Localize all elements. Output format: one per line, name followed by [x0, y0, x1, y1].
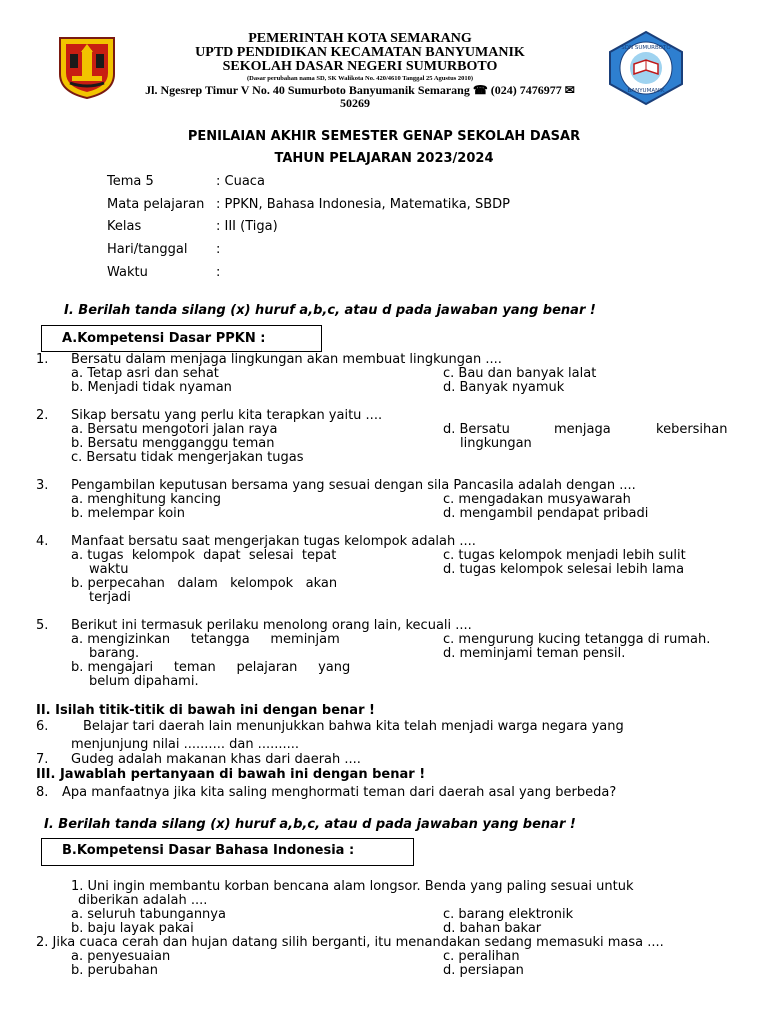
bi-q1-text: 1. Uni ingin membantu korban bencana alam longsor. Benda yang paling sesuai untuk	[71, 879, 634, 894]
field-value-tema: : Cuaca	[216, 174, 265, 189]
header-postcode: 50269	[340, 96, 370, 110]
field-value-hari: :	[216, 242, 221, 257]
section3-heading: III. Jawablah pertanyaan di bawah ini dengan benar !	[36, 767, 426, 782]
q5-option-b-cont: belum dipahami.	[89, 674, 199, 689]
field-label-hari: Hari/tanggal	[107, 242, 188, 257]
section4-box-label: B.Kompetensi Dasar Bahasa Indonesia :	[62, 843, 355, 858]
field-label-waktu: Waktu	[107, 265, 148, 280]
field-label-tema: Tema 5	[107, 174, 154, 189]
field-value-waktu: :	[216, 265, 221, 280]
bi-q1-option-a: a. seluruh tabungannya	[71, 907, 226, 922]
exam-title: PENILAIAN AKHIR SEMESTER GENAP SEKOLAH DASAR	[187, 129, 581, 144]
q3-option-d: d. mengambil pendapat pribadi	[443, 506, 649, 521]
bi-q1-text-cont: diberikan adalah ....	[78, 893, 208, 908]
city-emblem-logo	[58, 36, 116, 100]
school-logo	[606, 30, 686, 106]
q4-option-b-cont: terjadi	[89, 590, 131, 605]
q5-option-a: a. mengizinkan tetangga meminjam	[71, 632, 340, 647]
q5-option-d: d. meminjami teman pensil.	[443, 646, 626, 661]
field-label-mapel: Mata pelajaran	[107, 197, 205, 212]
section1-box-label: A.Kompetensi Dasar PPKN :	[62, 331, 266, 346]
q2-option-b: b. Bersatu mengganggu teman	[71, 436, 275, 451]
header-address: Jl. Ngesrep Timur V No. 40 Sumurboto Banyumanik Semarang ☎ (024) 7476977 ✉	[145, 83, 575, 97]
q7-text: Gudeg adalah makanan khas dari daerah ....	[71, 752, 361, 767]
header-line-2: UPTD PENDIDIKAN KECAMATAN BANYUMANIK	[195, 45, 525, 60]
bi-q2-option-d: d. persiapan	[443, 963, 524, 978]
q6-number: 6.	[36, 719, 49, 734]
q8-text: Apa manfaatnya jika kita saling menghormati teman dari daerah asal yang berbeda?	[62, 785, 617, 800]
q6-text-cont: menjunjung nilai .......... dan ..........	[71, 737, 300, 752]
header-note: (Dasar perubahan nama SD, SK Walikota No. 420/4610 Tanggal 25 Agustus 2010)	[246, 75, 474, 82]
q2-option-d-word1: d. Bersatu	[443, 422, 510, 437]
q4-option-a-cont: waktu	[89, 562, 129, 577]
q1-option-d: d. Banyak nyamuk	[443, 380, 565, 395]
exam-year: TAHUN PELAJARAN 2023/2024	[274, 151, 494, 166]
section4-instruction: I. Berilah tanda silang (x) huruf a,b,c, atau d pada jawaban yang benar !	[44, 817, 576, 832]
header-line-3: SEKOLAH DASAR NEGERI SUMURBOTO	[222, 59, 498, 74]
q2-text: Sikap bersatu yang perlu kita terapkan yaitu ....	[71, 408, 383, 423]
q5-option-a-cont: barang.	[89, 646, 140, 661]
q3-number: 3.	[36, 478, 49, 493]
q2-option-d-word3: kebersihan	[656, 422, 728, 437]
q2-option-d-word2: menjaga	[554, 422, 611, 437]
q2-option-a: a. Bersatu mengotori jalan raya	[71, 422, 278, 437]
q5-option-c: c. mengurung kucing tetangga di rumah.	[443, 632, 711, 647]
header-line-1: PEMERINTAH KOTA SEMARANG	[248, 31, 472, 46]
bi-q1-option-c: c. barang elektronik	[443, 907, 574, 922]
q3-option-c: c. mengadakan musyawarah	[443, 492, 631, 507]
q4-option-d: d. tugas kelompok selesai lebih lama	[443, 562, 685, 577]
q5-text: Berikut ini termasuk perilaku menolong orang lain, kecuali ....	[71, 618, 472, 633]
q3-option-b: b. melempar koin	[71, 506, 186, 521]
q3-option-a: a. menghitung kancing	[71, 492, 221, 507]
section1-instruction: I. Berilah tanda silang (x) huruf a,b,c, atau d pada jawaban yang benar !	[64, 303, 596, 318]
q5-number: 5.	[36, 618, 49, 633]
bi-q2-text: 2. Jika cuaca cerah dan hujan datang silih berganti, itu menandakan sedang memasuki masa ....	[36, 935, 664, 950]
q4-option-a: a. tugas kelompok dapat selesai tepat	[71, 548, 337, 563]
school-logo-bottom-text: BANYUMANIK	[627, 88, 665, 94]
field-value-mapel: : PPKN, Bahasa Indonesia, Matematika, SBDP	[216, 197, 510, 212]
q4-option-b: b. perpecahan dalam kelompok akan	[71, 576, 338, 591]
bi-q2-option-a: a. penyesuaian	[71, 949, 171, 964]
school-logo-top-text: SDN SUMURBOTO	[621, 45, 671, 51]
bi-q2-option-b: b. perubahan	[71, 963, 159, 978]
section2-heading: II. Isilah titik-titik di bawah ini dengan benar !	[36, 703, 375, 718]
field-value-kelas: : III (Tiga)	[216, 219, 278, 234]
q2-option-c: c. Bersatu tidak mengerjakan tugas	[71, 450, 304, 465]
q6-text: Belajar tari daerah lain menunjukkan bahwa kita telah menjadi warga negara yang	[83, 719, 624, 734]
q8-number: 8.	[36, 785, 49, 800]
q3-text: Pengambilan keputusan bersama yang sesuai dengan sila Pancasila adalah dengan ....	[71, 478, 636, 493]
q1-option-b: b. Menjadi tidak nyaman	[71, 380, 232, 395]
q7-number: 7.	[36, 752, 49, 767]
q4-option-c: c. tugas kelompok menjadi lebih sulit	[443, 548, 686, 563]
q1-option-a: a. Tetap asri dan sehat	[71, 366, 219, 381]
q4-number: 4.	[36, 534, 49, 549]
bi-q2-option-c: c. peralihan	[443, 949, 520, 964]
q1-option-c: c. Bau dan banyak lalat	[443, 366, 597, 381]
q1-text: Bersatu dalam menjaga lingkungan akan membuat lingkungan ....	[71, 352, 502, 367]
bi-q1-option-b: b. baju layak pakai	[71, 921, 194, 936]
q2-option-d-line2: lingkungan	[460, 436, 532, 451]
q4-text: Manfaat bersatu saat mengerjakan tugas kelompok adalah ....	[71, 534, 476, 549]
q2-number: 2.	[36, 408, 49, 423]
q1-number: 1.	[36, 352, 49, 367]
bi-q1-option-d: d. bahan bakar	[443, 921, 542, 936]
field-label-kelas: Kelas	[107, 219, 142, 234]
q5-option-b: b. mengajari teman pelajaran yang	[71, 660, 351, 675]
